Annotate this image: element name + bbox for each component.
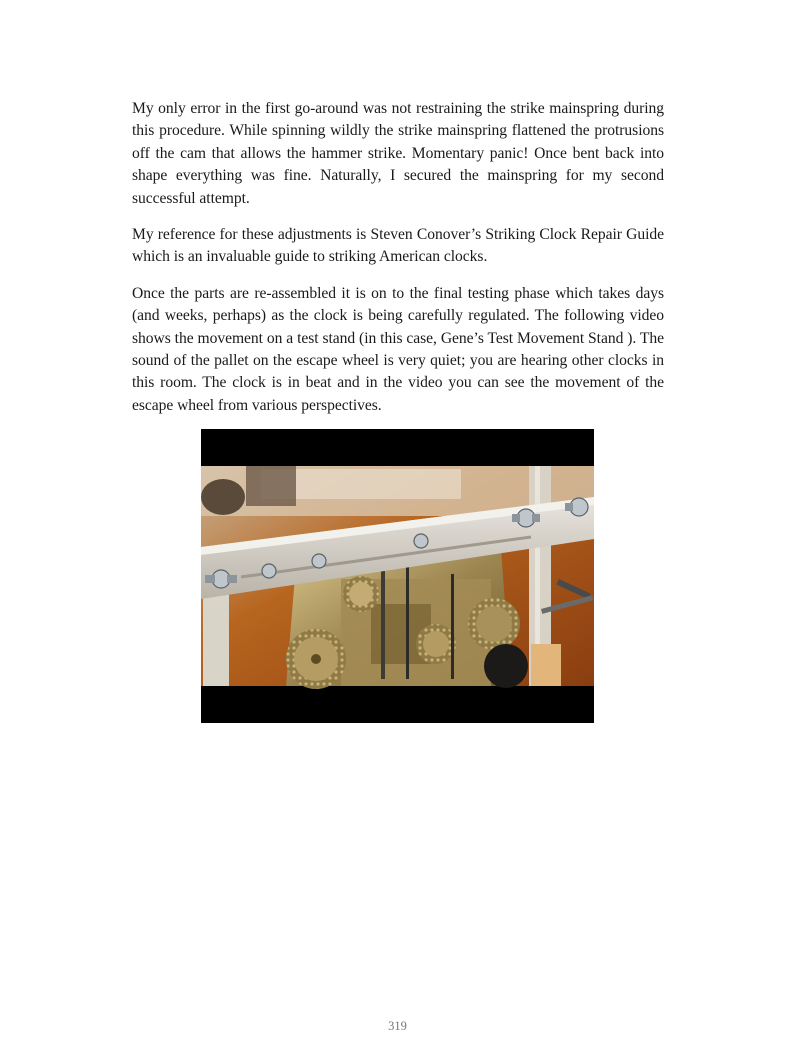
paragraph-strike-mainspring: My only error in the first go-around was not restraining the strike mainspring during this procedure. While spinning wildly the strike mainspring flattened the protrusions off the cam that allows the hammer strike. Momentary panic! Once bent back into shape everything was fine. Naturally, I secured the mainspring for my second successful attempt. [132,100,664,207]
paragraph-reference: My reference for these adjustments is Steven Conover’s Striking Clock Repair Guide which is an invaluable guide to striking American clocks. [132,226,664,266]
paragraph-testing: Once the parts are re-assembled it is on to the final testing phase which takes days (and weeks, perhaps) as the clock is being carefully regulated. The following video shows the movement on a test stand (in this case, Gene’s Test Movement Stand ). The sound of the pallet on the escape wheel is very quiet; you are hearing other clocks in this room. The clock is in beat and in the video you can see the movement of the escape wheel from various perspectives. [132,284,664,414]
clock-movement-image [201,429,594,723]
body-text [132,98,664,431]
video-still-clock-movement[interactable] [201,429,594,723]
page-number: 319 [388,1019,407,1033]
